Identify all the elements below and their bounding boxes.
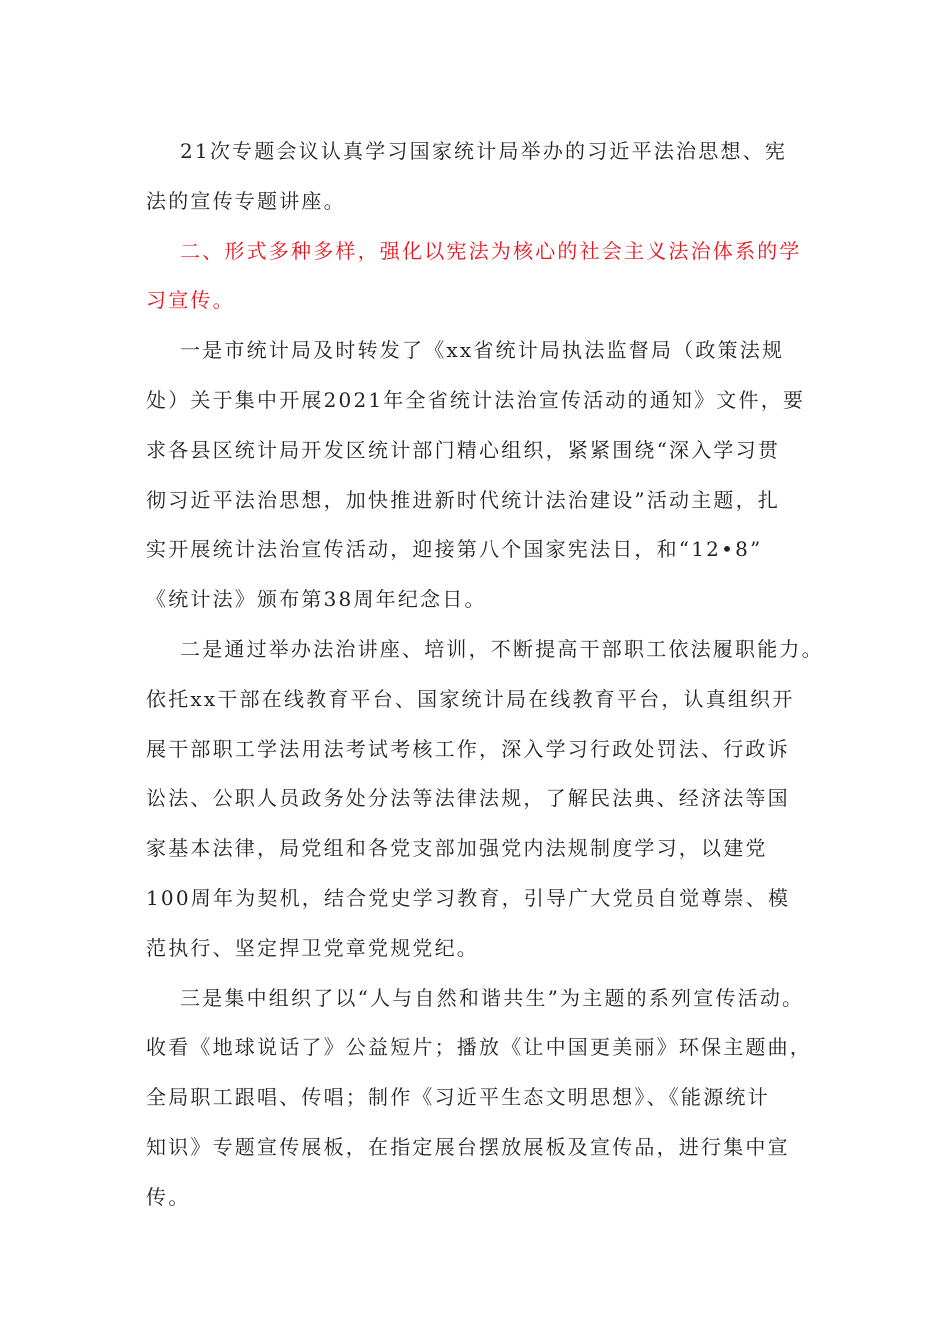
section-heading-line: 习宣传。 bbox=[146, 288, 235, 313]
paragraph-line: 法的宣传专题讲座。 bbox=[146, 188, 346, 213]
paragraph-line: 21次专题会议认真学习国家统计局举办的习近平法治思想、宪 bbox=[180, 139, 788, 163]
document-body bbox=[146, 127, 826, 1223]
paragraph-line: 处）关于集中开展2021年全省统计法治宣传活动的通知》文件，要 bbox=[146, 387, 806, 412]
paragraph-line: 家基本法律，局党组和各党支部加强党内法规制度学习，以建党 bbox=[146, 836, 768, 861]
paragraph-line: 一是市统计局及时转发了《xx省统计局执法监督局（政策法规 bbox=[180, 338, 785, 363]
paragraph-line: 依托xx干部在线教育平台、国家统计局在线教育平台，认真组织开 bbox=[146, 686, 795, 711]
paragraph-line: 全局职工跟唱、传唱；制作《习近平生态文明思想》、《能源统计 bbox=[146, 1085, 770, 1110]
paragraph-line: 求各县区统计局开发区统计部门精心组织，紧紧围绕“深入学习贯 bbox=[146, 437, 781, 462]
paragraph-line: 三是集中组织了以“人与自然和谐共生”为主题的系列宣传活动。 bbox=[180, 985, 805, 1010]
paragraph-line: 《统计法》颁布第38周年纪念日。 bbox=[146, 587, 487, 612]
section-heading-line: 二、形式多种多样，强化以宪法为核心的社会主义法治体系的学 bbox=[180, 238, 802, 263]
paragraph-line: 知识》专题宣传展板，在指定展台摆放展板及宣传品，进行集中宣 bbox=[146, 1134, 790, 1159]
paragraph-line: 100周年为契机，结合党史学习教育，引导广大党员自觉尊崇、模 bbox=[146, 885, 791, 910]
paragraph-line: 讼法、公职人员政务处分法等法律法规，了解民法典、经济法等国 bbox=[146, 786, 790, 811]
paragraph-line: 收看《地球说话了》公益短片；播放《让中国更美丽》环保主题曲， bbox=[146, 1035, 812, 1060]
paragraph-line: 实开展统计法治宣传活动，迎接第八个国家宪法日，和“12•8” bbox=[146, 537, 763, 562]
paragraph-line: 传。 bbox=[146, 1184, 191, 1209]
paragraph-line: 范执行、坚定捍卫党章党规党纪。 bbox=[146, 935, 479, 960]
paragraph-line: 展干部职工学法用法考试考核工作，深入学习行政处罚法、行政诉 bbox=[146, 736, 790, 761]
paragraph-line: 二是通过举办法治讲座、培训，不断提高干部职工依法履职能力。 bbox=[180, 636, 824, 661]
paragraph-line: 彻习近平法治思想，加快推进新时代统计法治建设”活动主题，扎 bbox=[146, 487, 781, 512]
